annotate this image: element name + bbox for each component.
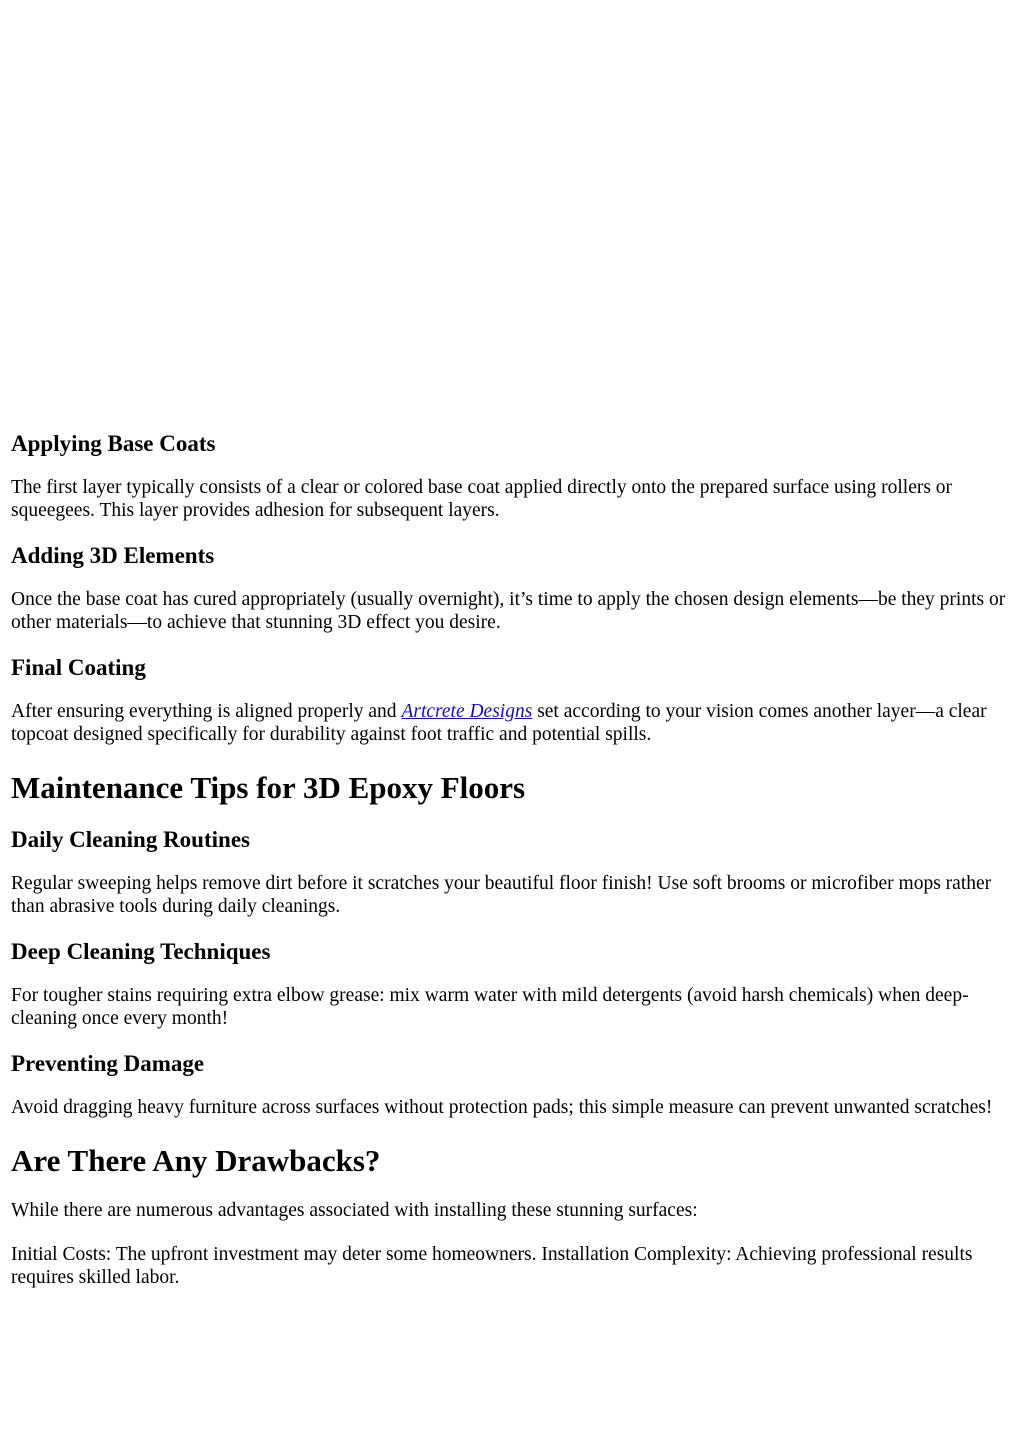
paragraph-adding-3d-elements: Once the base coat has cured appropriately (usually overnight), it’s time to apply the chosen design elements—be they prints or other materials—to achieve that stunning 3D effect you desire.	[11, 589, 1006, 633]
paragraph-daily-cleaning: Regular sweeping helps remove dirt before it scratches your beautiful floor finish! Use soft brooms or microfiber mops rather than abrasive tools during daily cleanings.	[11, 873, 992, 917]
heading-drawbacks: Are There Any Drawbacks?	[11, 1143, 381, 1178]
heading-deep-cleaning: Deep Cleaning Techniques	[11, 939, 271, 964]
paragraph-deep-cleaning: For tougher stains requiring extra elbow grease: mix warm water with mild detergents (avoid harsh chemicals) when deep-cleaning once every month!	[11, 985, 969, 1029]
heading-maintenance-tips: Maintenance Tips for 3D Epoxy Floors	[11, 770, 526, 805]
heading-preventing-damage: Preventing Damage	[11, 1051, 205, 1076]
final-coating-text-end: set according to your vision comes another layer—a clear topcoat designed specifically for durability against foot traffic and potential spills.	[11, 701, 987, 745]
paragraph-final-coating	[11, 700, 1013, 746]
paragraph-drawbacks-list: Initial Costs: The upfront investment may deter some homeowners. Installation Complexity: Achieving professional results requires skilled labor.	[11, 1244, 973, 1288]
artcrete-designs-link[interactable]: Artcrete Designs	[401, 701, 533, 722]
heading-adding-3d-elements: Adding 3D Elements	[11, 543, 215, 568]
heading-final-coating: Final Coating	[11, 655, 146, 680]
heading-applying-base-coats: Applying Base Coats	[11, 431, 216, 456]
paragraph-applying-base-coats: The first layer typically consists of a clear or colored base coat applied directly onto the prepared surface using rollers or squeegees. This layer provides adhesion for subsequent layers.	[11, 477, 953, 521]
paragraph-preventing-damage: Avoid dragging heavy furniture across surfaces without protection pads; this simple measure can prevent unwanted scratches!	[11, 1097, 993, 1118]
paragraph-drawbacks-intro: While there are numerous advantages associated with installing these stunning surfaces:	[11, 1200, 698, 1221]
heading-daily-cleaning: Daily Cleaning Routines	[11, 827, 250, 852]
blank-top-area	[11, 0, 1013, 428]
final-coating-text-start: After ensuring everything is aligned properly and	[11, 701, 402, 722]
